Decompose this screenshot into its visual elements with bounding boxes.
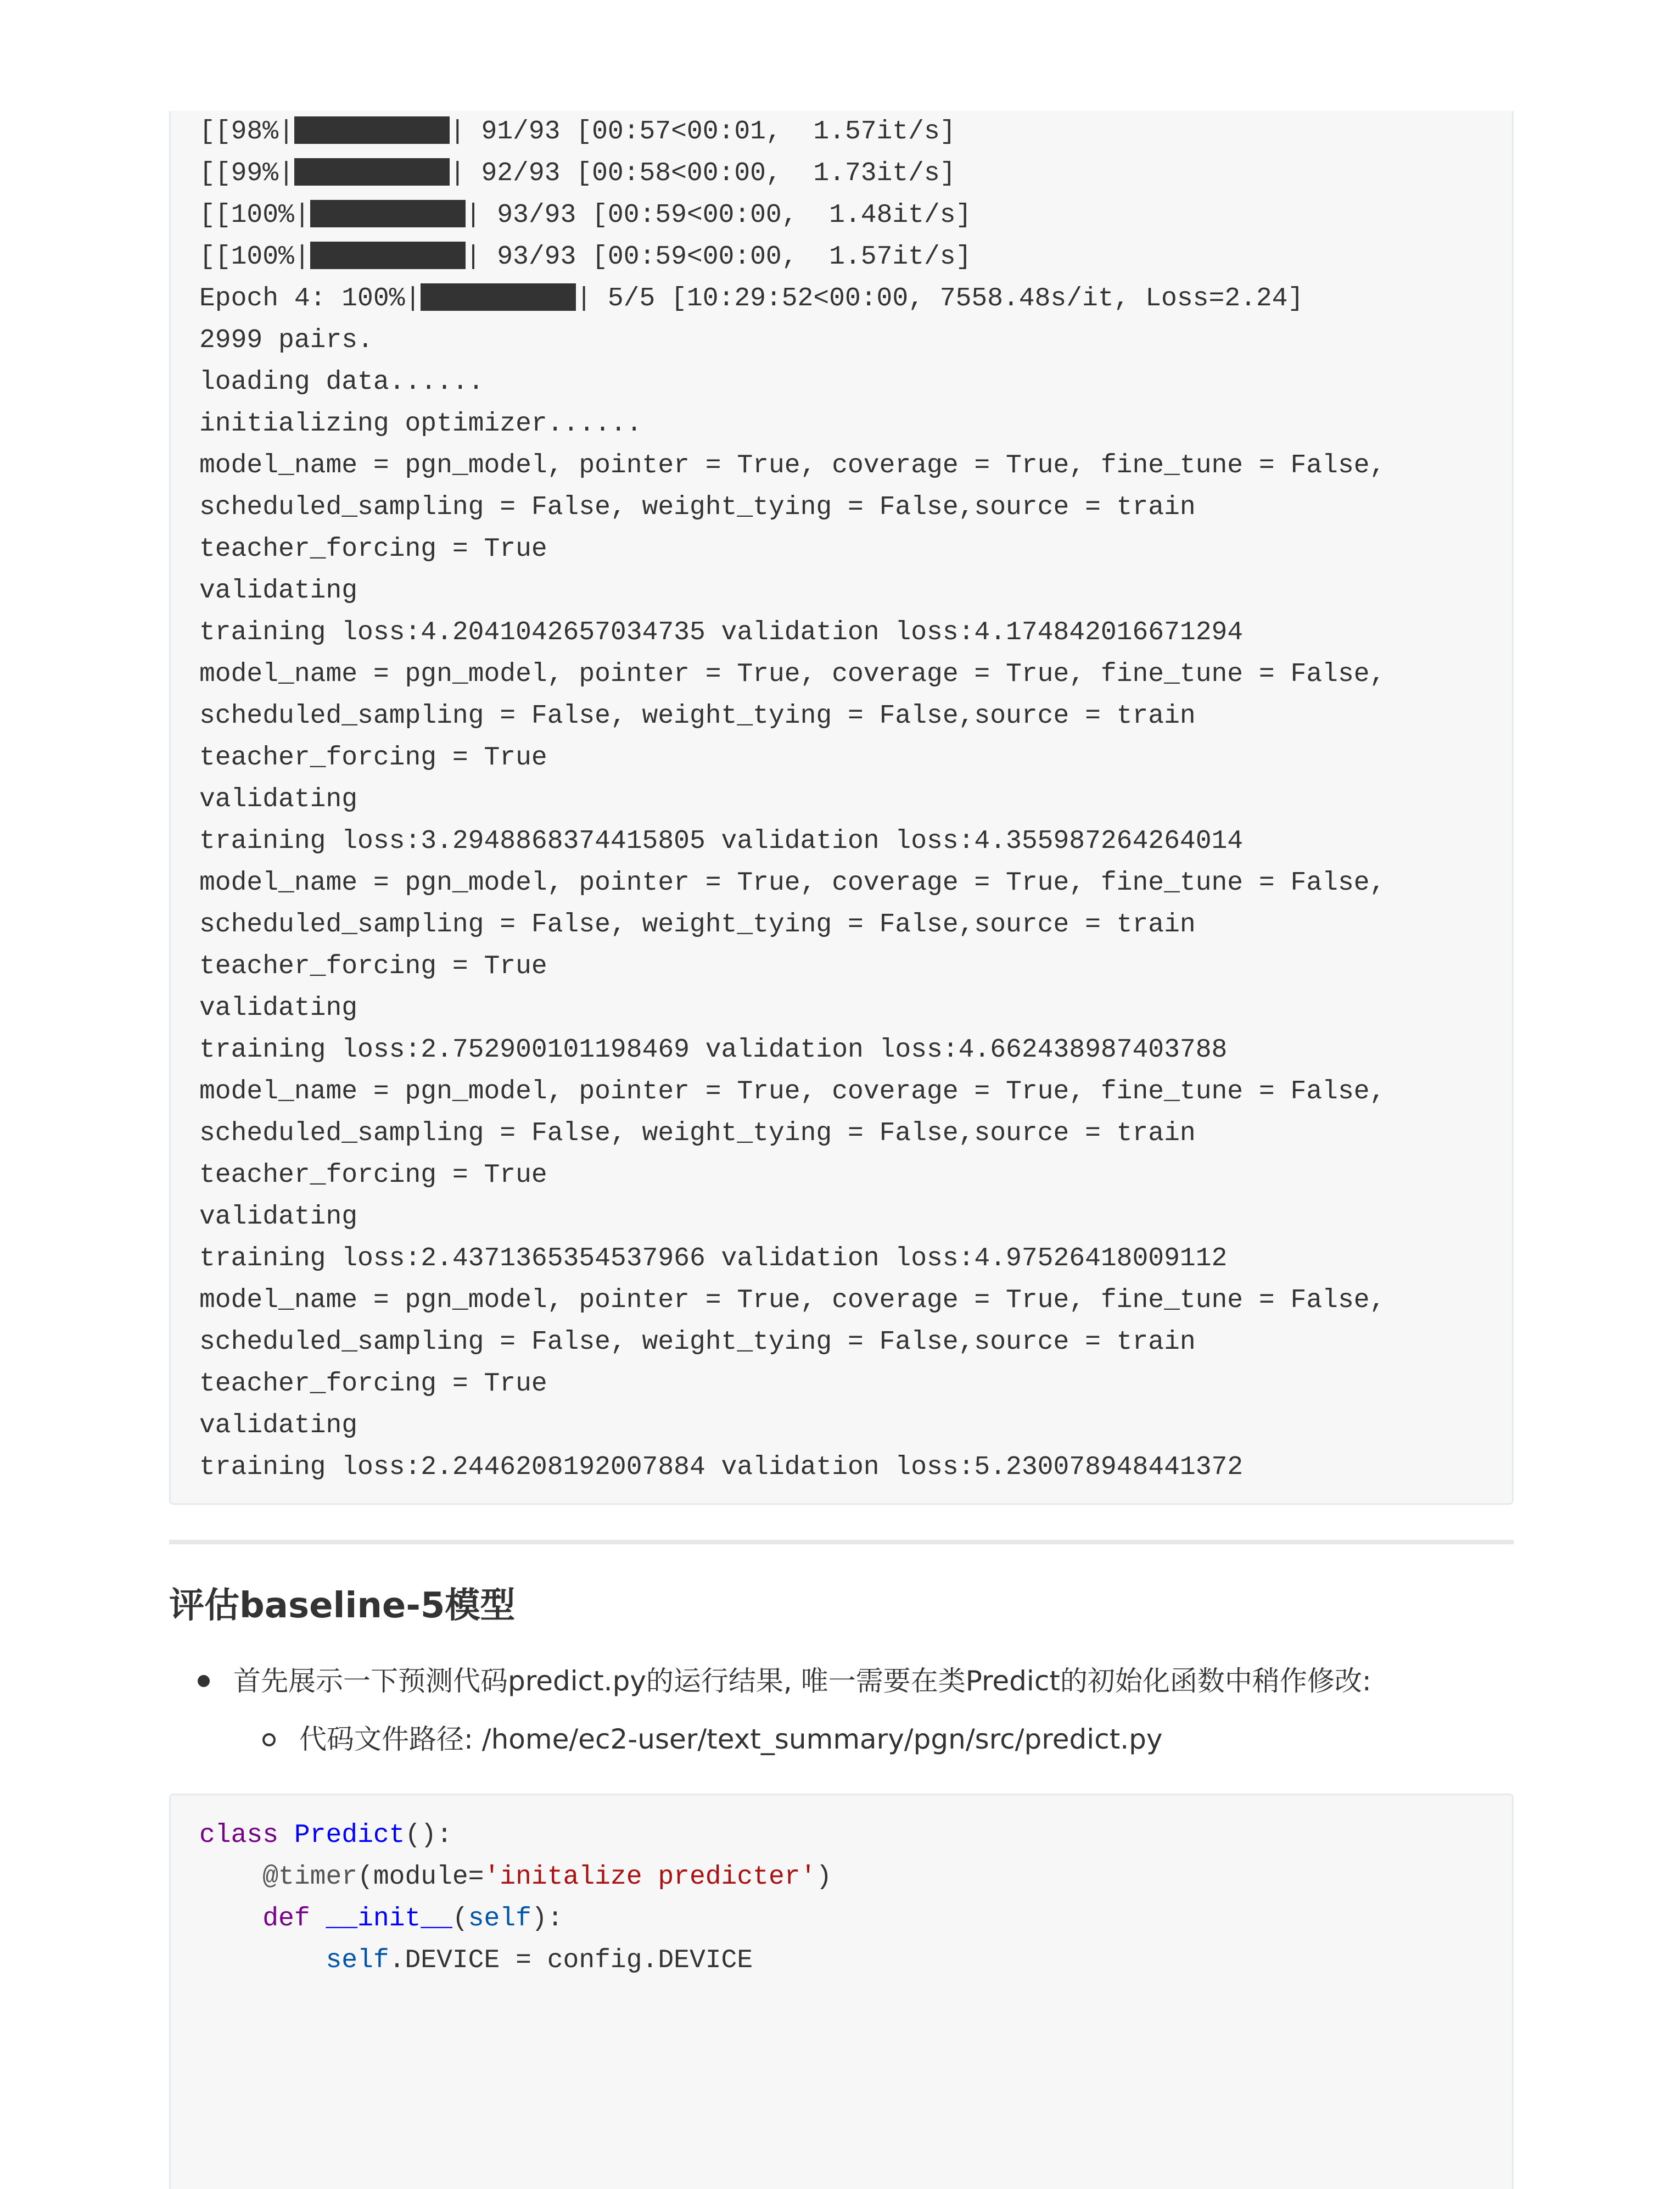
- code-token: .DEVICE = config.DEVICE: [389, 1946, 753, 1975]
- code-line: [199, 1898, 1512, 1940]
- progress-suffix: | 93/93 [00:59<00:00, 1.48it/s]: [465, 200, 972, 230]
- output-line: training loss:4.2041042657034735 validation loss:4.174842016671294: [199, 618, 1244, 647]
- progress-bar-fill: [310, 242, 466, 269]
- code-line: [199, 1940, 1512, 1981]
- code-line: [199, 1856, 1512, 1898]
- output-line: scheduled_sampling = False, weight_tying = False,source = train: [199, 1327, 1196, 1357]
- progress-suffix: | 5/5 [10:29:52<00:00, 7558.48s/it, Loss=2.24]: [576, 284, 1304, 314]
- progress-prefix: Epoch 4: 100%|: [199, 284, 421, 314]
- progress-prefix: [[99%|: [199, 159, 294, 188]
- progress-line: [199, 194, 1512, 236]
- code-token: ): [816, 1862, 832, 1892]
- output-line: model_name = pgn_model, pointer = True, coverage = True, fine_tune = False,: [199, 868, 1386, 898]
- output-line: teacher_forcing = True: [199, 1160, 547, 1190]
- output-line: validating: [199, 785, 358, 814]
- output-line: model_name = pgn_model, pointer = True, coverage = True, fine_tune = False,: [199, 451, 1386, 481]
- output-line: teacher_forcing = True: [199, 952, 547, 981]
- output-line: training loss:2.752900101198469 validation loss:4.662438987403788: [199, 1035, 1228, 1065]
- code-token: [199, 1862, 262, 1892]
- output-line: teacher_forcing = True: [199, 743, 547, 773]
- progress-line: [199, 278, 1512, 320]
- code-token: @timer: [262, 1862, 358, 1892]
- code-token: self: [468, 1904, 531, 1934]
- progress-bar-fill: [310, 200, 466, 227]
- output-line: model_name = pgn_model, pointer = True, coverage = True, fine_tune = False,: [199, 1077, 1386, 1107]
- progress-prefix: [[100%|: [199, 200, 310, 230]
- bullet-icon: [198, 1675, 210, 1687]
- code-line: [199, 1814, 1512, 1856]
- output-line: training loss:2.4371365354537966 validation loss:4.97526418009112: [199, 1244, 1228, 1274]
- code-token: (module=: [357, 1862, 484, 1892]
- output-line: 2999 pairs.: [199, 326, 373, 355]
- code-token: 'initalize predicter': [484, 1862, 816, 1892]
- output-line: validating: [199, 576, 358, 606]
- output-line: scheduled_sampling = False, weight_tying = False,source = train: [199, 701, 1196, 731]
- output-line: teacher_forcing = True: [199, 1369, 547, 1399]
- code-token: self: [326, 1946, 389, 1975]
- output-line: training loss:2.2446208192007884 validation loss:5.230078948441372: [199, 1453, 1244, 1482]
- output-line: initializing optimizer......: [199, 409, 642, 439]
- code-token: [199, 1904, 262, 1934]
- bullet-text: 首先展示一下预测代码predict.py的运行结果, 唯一需要在类Predict的初始化函数中稍作修改:: [233, 1665, 1371, 1697]
- progress-suffix: | 92/93 [00:58<00:00, 1.73it/s]: [449, 159, 956, 188]
- progress-line: [199, 153, 1512, 194]
- output-line: scheduled_sampling = False, weight_tying = False,source = train: [199, 910, 1196, 940]
- code-token: def: [262, 1904, 310, 1934]
- sub-bullet-icon: [262, 1733, 276, 1746]
- code-block: [169, 1794, 1514, 2189]
- code-token: [199, 1946, 326, 1975]
- code-token: ):: [531, 1904, 563, 1934]
- progress-suffix: | 93/93 [00:59<00:00, 1.57it/s]: [465, 242, 972, 272]
- progress-line: [199, 236, 1512, 278]
- progress-suffix: | 91/93 [00:57<00:01, 1.57it/s]: [449, 117, 956, 147]
- output-line: loading data......: [199, 367, 484, 397]
- code-token: ():: [405, 1821, 452, 1850]
- output-line: scheduled_sampling = False, weight_tying = False,source = train: [199, 1119, 1196, 1148]
- output-line: model_name = pgn_model, pointer = True, coverage = True, fine_tune = False,: [199, 660, 1386, 689]
- sub-bullet-text: 代码文件路径: /home/ec2-user/text_summary/pgn/src/predict.py: [299, 1723, 1163, 1755]
- output-line: validating: [199, 993, 358, 1023]
- progress-prefix: [[100%|: [199, 242, 310, 272]
- divider: [169, 1540, 1514, 1544]
- progress-line: [199, 111, 1512, 153]
- code-token: [310, 1904, 326, 1934]
- output-line: teacher_forcing = True: [199, 534, 547, 564]
- output-line: validating: [199, 1411, 358, 1440]
- section-heading: 评估baseline-5模型: [169, 1585, 516, 1626]
- progress-prefix: [[98%|: [199, 117, 294, 147]
- output-line: scheduled_sampling = False, weight_tying = False,source = train: [199, 493, 1196, 522]
- output-block: [169, 111, 1514, 1505]
- output-line: validating: [199, 1202, 358, 1232]
- code-token: __init__: [326, 1904, 452, 1934]
- progress-bar-fill: [294, 158, 450, 186]
- code-token: (: [452, 1904, 468, 1934]
- output-line: training loss:3.2948868374415805 validation loss:4.355987264264014: [199, 827, 1244, 856]
- progress-bar-fill: [421, 283, 576, 311]
- progress-bar-fill: [294, 116, 450, 144]
- code-token: class: [199, 1821, 279, 1850]
- output-line: model_name = pgn_model, pointer = True, coverage = True, fine_tune = False,: [199, 1286, 1386, 1315]
- code-token: [278, 1821, 294, 1850]
- code-token: Predict: [294, 1821, 405, 1850]
